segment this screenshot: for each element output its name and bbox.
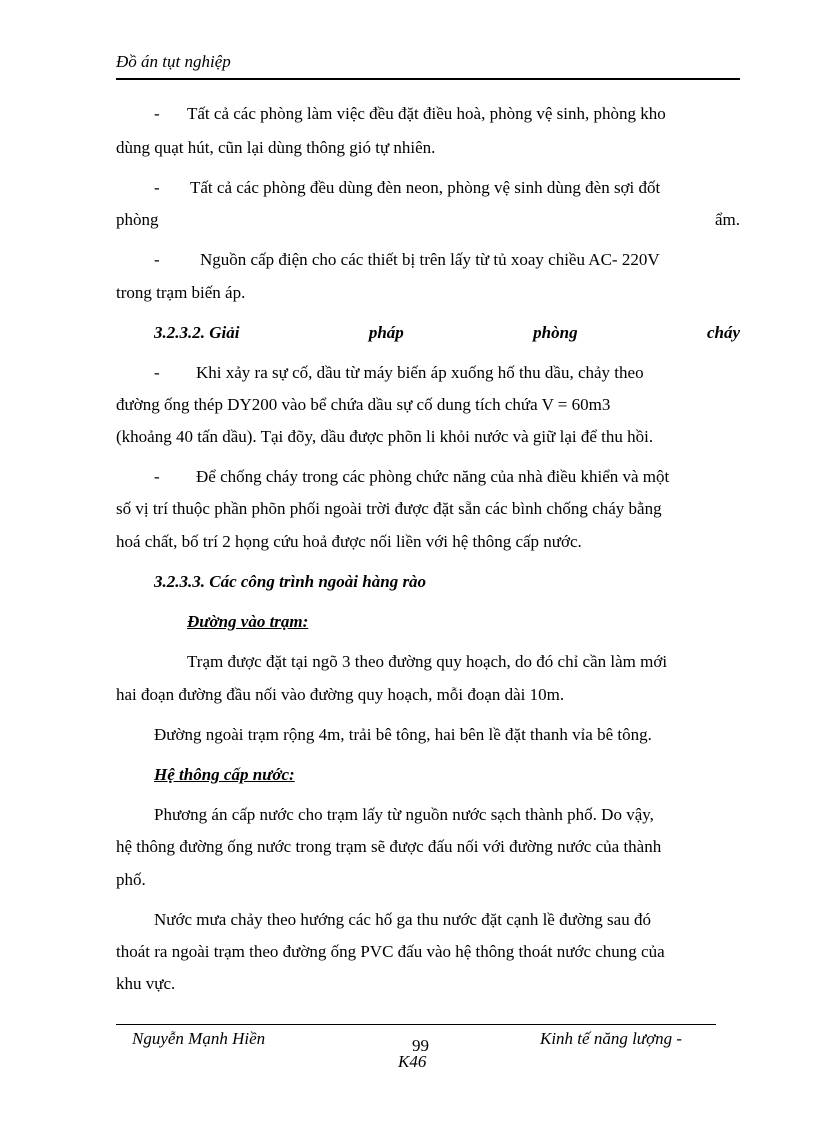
bullet-4: - xyxy=(154,363,160,382)
p2-line-1: Tất cả các phòng đều dùng đèn neon, phòng vệ sinh dùng đèn sợi đốt xyxy=(190,178,661,197)
footer-class: K46 xyxy=(398,1052,427,1071)
p4-line-2: đường ống thép DY200 vào bể chứa dầu sự cố dung tích chứa V = 60m3 xyxy=(116,395,611,414)
bullet-3: - xyxy=(154,250,160,269)
footer-dept: Kinh tế năng lượng - xyxy=(540,1029,683,1048)
p6-line-2: hai đoạn đường đầu nối vào đường quy hoạch, mỗi đoạn dài 10m. xyxy=(116,685,565,704)
bullet-5: - xyxy=(154,467,160,486)
p8-line-1: Phương án cấp nước cho trạm lấy từ nguồn nước sạch thành phố. Do vậy, xyxy=(154,805,654,824)
p5-line-3: hoá chất, bố trí 2 họng cứu hoả được nối liền với hệ thông cấp nước. xyxy=(116,532,582,551)
p9-line-1: Nước mưa chảy theo hướng các hố ga thu nước đặt cạnh lề đường sau đó xyxy=(154,910,651,929)
p3-line-1: Nguồn cấp điện cho các thiết bị trên lấy từ tủ xoay chiều AC- 220V xyxy=(200,250,660,269)
p9-line-2: thoát ra ngoài trạm theo đường ống PVC đấu vào hệ thông thoát nước chung của xyxy=(116,942,665,961)
heading-3-2-3-3: 3.2.3.3. Các công trình ngoài hàng rào xyxy=(154,572,427,591)
heading-3-2-3-2-a: 3.2.3.2. Giải xyxy=(154,323,240,342)
p2-line-2 xyxy=(116,209,740,231)
bullet-1: - xyxy=(154,104,160,123)
p7-line-1: Đường ngoài trạm rộng 4m, trải bê tông, hai bên lề đặt thanh vỉa bê tông. xyxy=(154,725,652,744)
p2-line-2-start: phòng xyxy=(116,210,159,229)
p8-line-3: phố. xyxy=(116,870,146,889)
p5-line-1: Để chống cháy trong các phòng chức năng của nhà điều khiển và một xyxy=(196,467,670,486)
page-number: 99 xyxy=(412,1036,429,1055)
p3-line-2: trong trạm biến áp. xyxy=(116,283,246,302)
p1-line-1: Tất cả các phòng làm việc đều đặt điều hoà, phòng vệ sinh, phòng kho xyxy=(187,104,666,123)
p5-line-2: số vị trí thuộc phần phõn phối ngoài trời được đặt sẵn các bình chống cháy bằng xyxy=(116,499,662,518)
heading-3-2-3-2-c: phòng xyxy=(533,323,578,342)
p4-line-3: (khoảng 40 tấn dầu). Tại đõy, dầu được phõn li khỏi nước và giữ lại để thu hồi. xyxy=(116,427,654,446)
footer-author: Nguyễn Mạnh Hiền xyxy=(132,1029,266,1048)
subheading-road: Đường vào trạm: xyxy=(187,612,309,631)
subheading-water: Hệ thông cấp nước: xyxy=(154,765,295,784)
footer-rule xyxy=(116,1024,716,1025)
heading-3-2-3-2-b: pháp xyxy=(368,323,404,342)
p1-line-2: dùng quạt hút, cũn lại dùng thông gió tự nhiên. xyxy=(116,138,436,157)
p2-line-2-end: ẩm. xyxy=(714,210,740,229)
header-title: Đồ án tụt nghiệp xyxy=(116,52,231,71)
p6-line-1: Trạm được đặt tại ngõ 3 theo đường quy hoạch, do đó chỉ cần làm mới xyxy=(187,652,668,671)
p9-line-3: khu vực. xyxy=(116,974,176,993)
p8-line-2: hệ thông đường ống nước trong trạm sẽ được đấu nối với đường nước của thành xyxy=(116,837,662,856)
p4-line-1: Khi xảy ra sự cố, dầu từ máy biến áp xuống hố thu dầu, chảy theo xyxy=(196,363,644,382)
heading-3-2-3-2-d: cháy xyxy=(706,323,740,342)
heading-3-2-3-2 xyxy=(154,322,740,344)
page-header xyxy=(116,52,740,80)
bullet-2: - xyxy=(154,178,160,197)
